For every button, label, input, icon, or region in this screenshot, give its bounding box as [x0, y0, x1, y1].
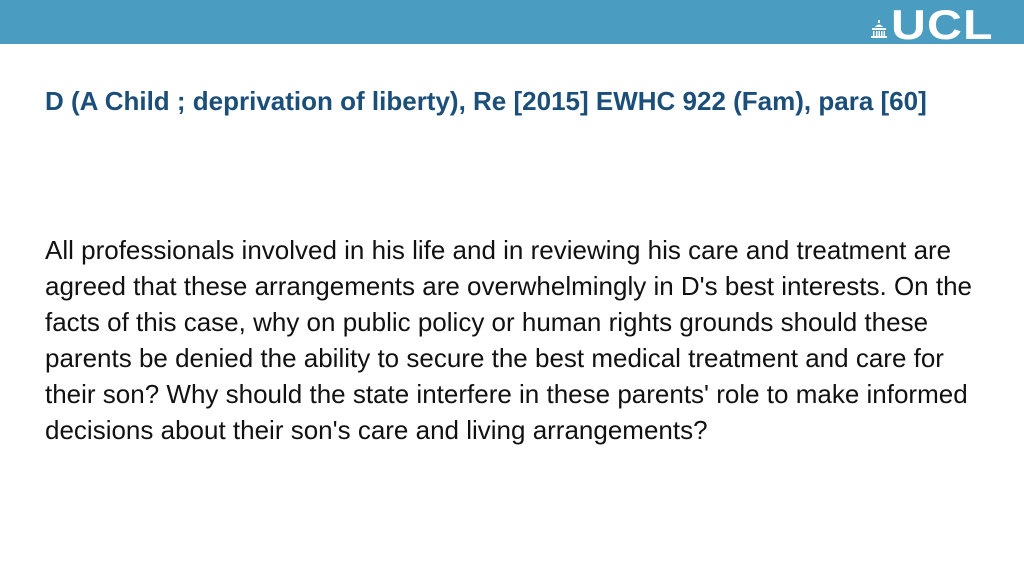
slide-body-text: All professionals involved in his life and in reviewing his care and treatment are agreed that these arrangements are overwhelmingly in D's best interests. On the facts of this case, why on public policy or human rights grounds should these parents be denied the ability to secure the best medical treatment and care for their son? Why should the state interfere in these parents' role to make informed decisions about their son's care and living arrangements?: [45, 235, 972, 445]
slide-title: D (A Child ; deprivation of liberty), Re [2015] EWHC 922 (Fam), para [60]: [45, 86, 927, 116]
logo-text: UCL: [890, 1, 994, 48]
portico-icon: [871, 20, 887, 38]
header-bar: [0, 0, 1024, 48]
ucl-logo: [871, 1, 994, 48]
